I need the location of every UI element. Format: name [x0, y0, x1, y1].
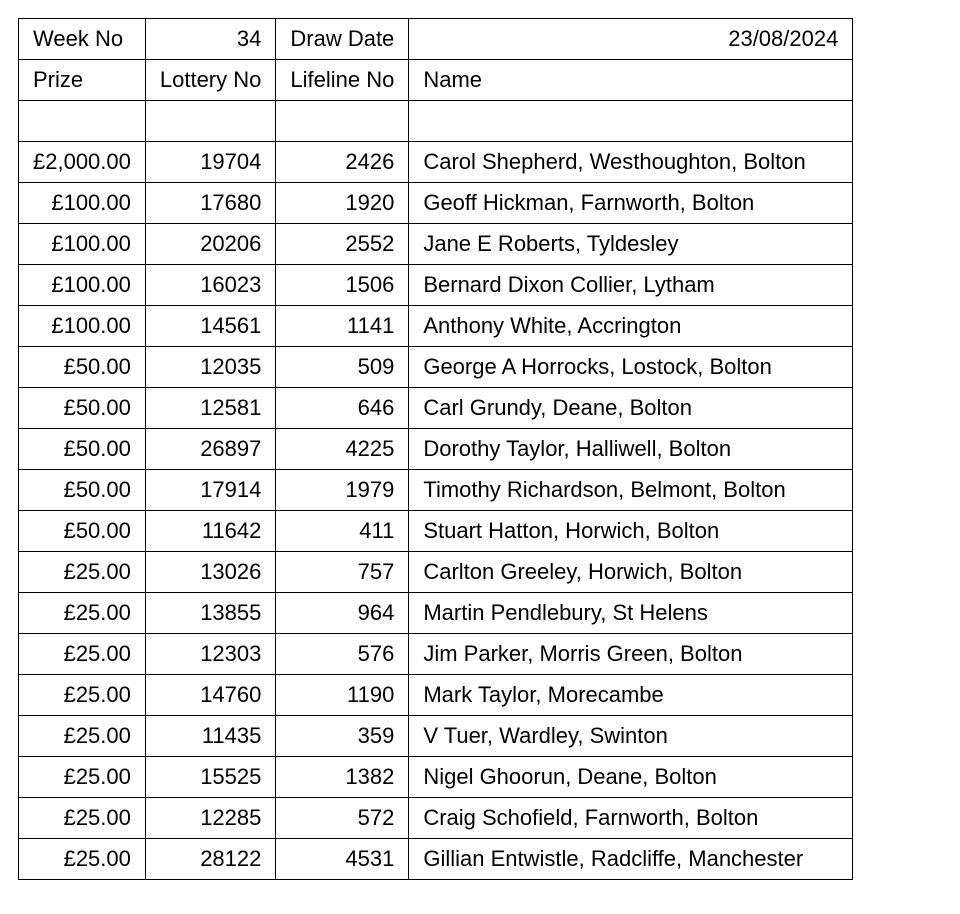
name-cell: Nigel Ghoorun, Deane, Bolton	[409, 757, 853, 798]
name-cell: Bernard Dixon Collier, Lytham	[409, 265, 853, 306]
lifeline-no-cell: 964	[276, 593, 409, 634]
prize-cell: £25.00	[19, 798, 146, 839]
lottery-no-cell: 12303	[145, 634, 276, 675]
prize-cell: £25.00	[19, 634, 146, 675]
table-row	[19, 224, 853, 265]
table-row	[19, 347, 853, 388]
table-row	[19, 552, 853, 593]
blank-cell	[409, 101, 853, 142]
lottery-no-cell: 12285	[145, 798, 276, 839]
table-row	[19, 142, 853, 183]
prize-cell: £25.00	[19, 593, 146, 634]
name-cell: Anthony White, Accrington	[409, 306, 853, 347]
lottery-no-cell: 11435	[145, 716, 276, 757]
lifeline-no-cell: 509	[276, 347, 409, 388]
lottery-no-cell: 14760	[145, 675, 276, 716]
lottery-no-cell: 17680	[145, 183, 276, 224]
name-cell: Jane E Roberts, Tyldesley	[409, 224, 853, 265]
table-row	[19, 470, 853, 511]
lifeline-no-cell: 1506	[276, 265, 409, 306]
lifeline-no-cell: 4225	[276, 429, 409, 470]
prize-cell: £25.00	[19, 675, 146, 716]
lifeline-no-cell: 411	[276, 511, 409, 552]
name-cell: V Tuer, Wardley, Swinton	[409, 716, 853, 757]
lottery-no-cell: 13026	[145, 552, 276, 593]
lottery-no-cell: 14561	[145, 306, 276, 347]
lottery-no-cell: 13855	[145, 593, 276, 634]
prize-cell: £50.00	[19, 470, 146, 511]
name-cell: Geoff Hickman, Farnworth, Bolton	[409, 183, 853, 224]
lifeline-no-cell: 576	[276, 634, 409, 675]
lifeline-no-cell: 1190	[276, 675, 409, 716]
week-value: 34	[145, 19, 276, 60]
table-row	[19, 839, 853, 880]
blank-row	[19, 101, 853, 142]
table-row	[19, 511, 853, 552]
lottery-no-cell: 17914	[145, 470, 276, 511]
table-row	[19, 429, 853, 470]
table-row	[19, 388, 853, 429]
lifeline-no-cell: 1979	[276, 470, 409, 511]
table-row	[19, 306, 853, 347]
prize-cell: £100.00	[19, 306, 146, 347]
lifeline-no-header: Lifeline No	[276, 60, 409, 101]
week-label: Week No	[19, 19, 146, 60]
lifeline-no-cell: 2552	[276, 224, 409, 265]
lifeline-no-cell: 646	[276, 388, 409, 429]
lifeline-no-cell: 359	[276, 716, 409, 757]
name-cell: Craig Schofield, Farnworth, Bolton	[409, 798, 853, 839]
prize-cell: £25.00	[19, 716, 146, 757]
name-cell: George A Horrocks, Lostock, Bolton	[409, 347, 853, 388]
lifeline-no-cell: 1382	[276, 757, 409, 798]
prize-cell: £100.00	[19, 265, 146, 306]
lifeline-no-cell: 572	[276, 798, 409, 839]
lifeline-no-cell: 4531	[276, 839, 409, 880]
column-header-row	[19, 60, 853, 101]
blank-cell	[145, 101, 276, 142]
lottery-no-cell: 15525	[145, 757, 276, 798]
name-cell: Carl Grundy, Deane, Bolton	[409, 388, 853, 429]
lottery-no-cell: 11642	[145, 511, 276, 552]
draw-date-value: 23/08/2024	[409, 19, 853, 60]
prize-cell: £50.00	[19, 347, 146, 388]
blank-cell	[276, 101, 409, 142]
name-cell: Stuart Hatton, Horwich, Bolton	[409, 511, 853, 552]
prize-cell: £25.00	[19, 552, 146, 593]
name-cell: Dorothy Taylor, Halliwell, Bolton	[409, 429, 853, 470]
prize-cell: £50.00	[19, 388, 146, 429]
lottery-no-cell: 16023	[145, 265, 276, 306]
table-row	[19, 634, 853, 675]
prize-cell: £2,000.00	[19, 142, 146, 183]
lottery-no-cell: 26897	[145, 429, 276, 470]
table-row	[19, 716, 853, 757]
week-row	[19, 19, 853, 60]
lottery-no-cell: 12581	[145, 388, 276, 429]
table-row	[19, 265, 853, 306]
lifeline-no-cell: 1920	[276, 183, 409, 224]
prize-cell: £50.00	[19, 429, 146, 470]
blank-cell	[19, 101, 146, 142]
table-row	[19, 183, 853, 224]
name-cell: Martin Pendlebury, St Helens	[409, 593, 853, 634]
prize-cell: £25.00	[19, 757, 146, 798]
results-table	[18, 18, 853, 880]
name-cell: Mark Taylor, Morecambe	[409, 675, 853, 716]
name-cell: Carlton Greeley, Horwich, Bolton	[409, 552, 853, 593]
name-cell: Carol Shepherd, Westhoughton, Bolton	[409, 142, 853, 183]
prize-cell: £25.00	[19, 839, 146, 880]
table-row	[19, 757, 853, 798]
lottery-no-cell: 19704	[145, 142, 276, 183]
name-cell: Gillian Entwistle, Radcliffe, Manchester	[409, 839, 853, 880]
name-cell: Timothy Richardson, Belmont, Bolton	[409, 470, 853, 511]
table-row	[19, 798, 853, 839]
prize-cell: £50.00	[19, 511, 146, 552]
lottery-no-header: Lottery No	[145, 60, 276, 101]
draw-date-label: Draw Date	[276, 19, 409, 60]
table-row	[19, 593, 853, 634]
prize-header: Prize	[19, 60, 146, 101]
lottery-no-cell: 20206	[145, 224, 276, 265]
lifeline-no-cell: 1141	[276, 306, 409, 347]
prize-cell: £100.00	[19, 183, 146, 224]
table-row	[19, 675, 853, 716]
prize-cell: £100.00	[19, 224, 146, 265]
name-header: Name	[409, 60, 853, 101]
name-cell: Jim Parker, Morris Green, Bolton	[409, 634, 853, 675]
lottery-no-cell: 28122	[145, 839, 276, 880]
lifeline-no-cell: 757	[276, 552, 409, 593]
lottery-no-cell: 12035	[145, 347, 276, 388]
lifeline-no-cell: 2426	[276, 142, 409, 183]
